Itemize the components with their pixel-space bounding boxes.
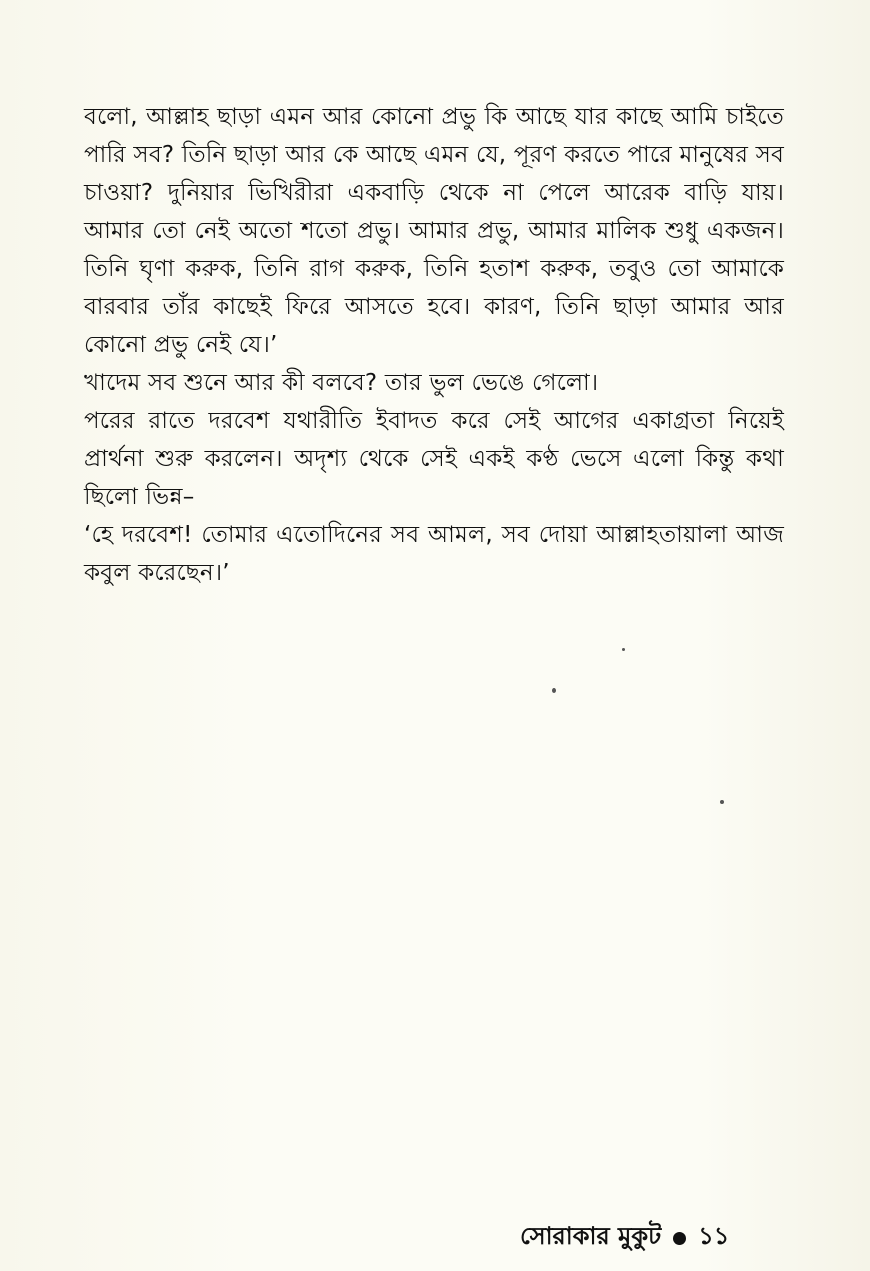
- page-body: [84, 98, 784, 592]
- page-footer: [520, 1218, 729, 1258]
- book-title: সোরাকার মুকুট: [520, 1222, 662, 1250]
- paragraph-1: বলো, আল্লাহ ছাড়া এমন আর কোনো প্রভু কি আছে যার কাছে আমি চাইতে পারি সব? তিনি ছাড়া আর কে আছে এমন যে, পূরণ করতে পারে মানুষের সব চাওয়া? দুনিয়ার ভিখিরীরা একবাড়ি থেকে না পেলে আরেক বাড়ি যায়। আমার তো নেই অতো শতো প্রভু। আমার প্রভু, আমার মালিক শুধু একজন। তিনি ঘৃণা করুক, তিনি রাগ করুক, তিনি হতাশ করুক, তবুও তো আমাকে বারবার তাঁর কাছেই ফিরে আসতে হবে। কারণ, তিনি ছাড়া আমার আর কোনো প্রভু নেই যে।’: [84, 104, 784, 358]
- paragraph-2: খাদেম সব শুনে আর কী বলবে? তার ভুল ভেঙে গেলো।: [84, 370, 599, 396]
- paragraph-4: ‘হে দরবেশ! তোমার এতোদিনের সব আমল, সব দোয়া আল্লাহতায়ালা আজ কবুল করেছেন।’: [84, 522, 784, 586]
- paper-speck: [552, 688, 556, 693]
- bullet-icon: [673, 1232, 686, 1245]
- page-number: ১১: [698, 1222, 730, 1250]
- paper-speck: [720, 800, 724, 804]
- paper-speck: [622, 648, 625, 651]
- paragraph-3: পরের রাতে দরবেশ যথারীতি ইবাদত করে সেই আগের একাগ্রতা নিয়েই প্রার্থনা শুরু করলেন। অদৃশ্য থেকে সেই একই কণ্ঠ ভেসে এলো কিন্তু কথা ছিলো ভিন্ন–: [84, 408, 784, 510]
